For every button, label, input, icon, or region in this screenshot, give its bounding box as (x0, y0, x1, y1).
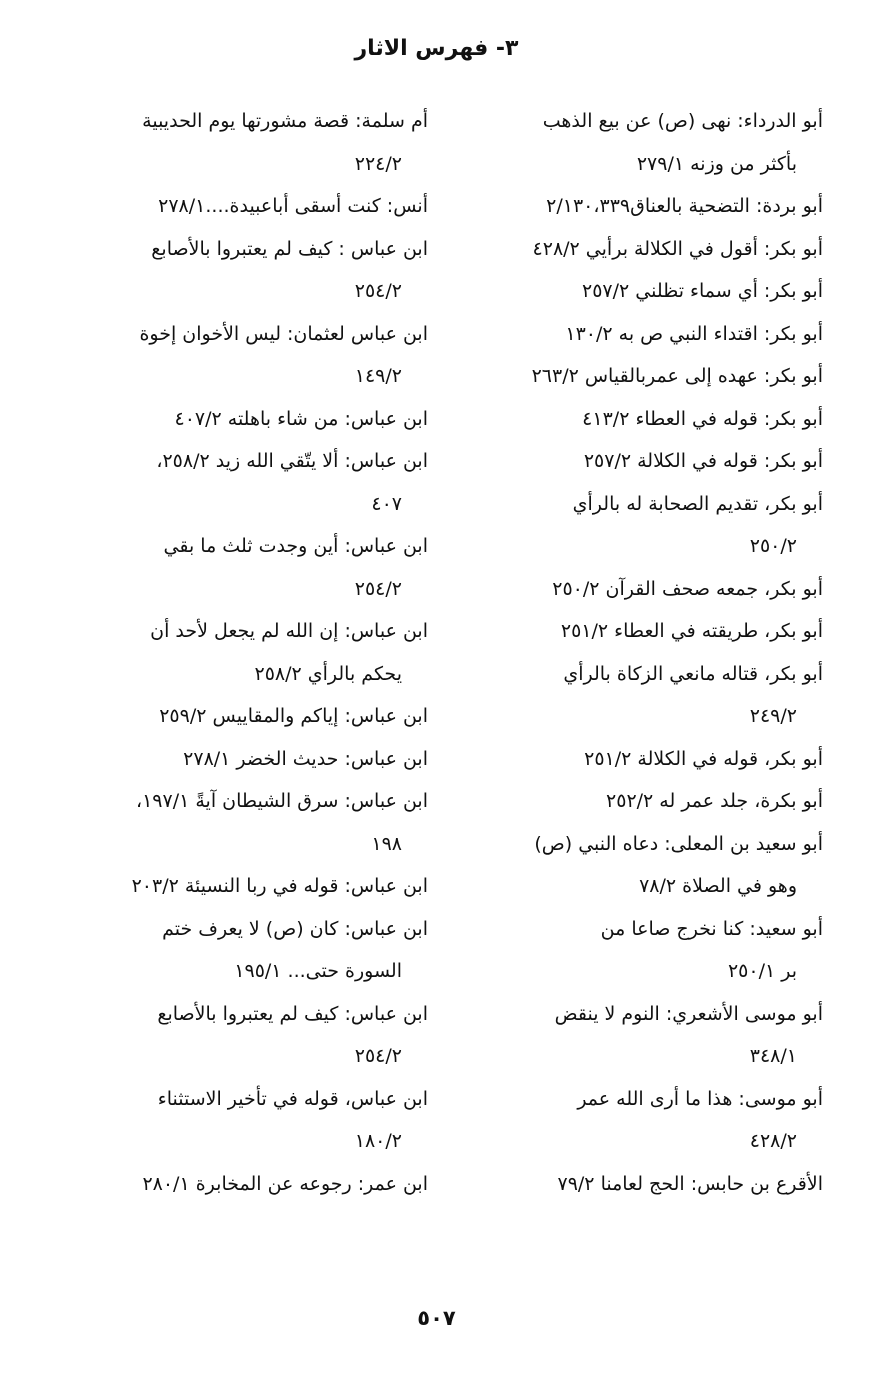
index-entry (98, 398, 428, 441)
index-entry-text: ابن عباس: ألا يتّقي الله زيد ٢٥٨/٢، (156, 450, 428, 472)
index-entry (98, 1163, 428, 1206)
index-entry-text: أبو الدرداء: نهى (ص) عن بيع الذهب (542, 110, 823, 132)
index-entry-continuation: يحكم بالرأي ٢٥٨/٢ (254, 662, 402, 685)
index-entry (493, 653, 823, 738)
index-entry (98, 908, 428, 993)
index-entry (98, 695, 428, 738)
index-entry (493, 483, 823, 568)
index-entry-text: أبو بردة: التضحية بالعناق٢/١٣٠،٣٣٩ (546, 195, 823, 217)
index-entry (493, 738, 823, 781)
index-entry-text: أبو بكر: قوله في الكلالة ٢٥٧/٢ (583, 450, 823, 472)
index-entry-continuation: السورة حتى... ١٩٥/١ (234, 960, 402, 982)
index-entry-text: أبو موسى الأشعري: النوم لا ينقض (554, 1002, 823, 1025)
index-entry-text: ابن عباس: إن الله لم يجعل لأحد أن (150, 620, 428, 642)
index-entry (98, 780, 428, 865)
index-column-left (98, 100, 428, 1205)
index-entry-text: ابن عمر: رجوعه عن المخابرة ٢٨٠/١ (142, 1172, 428, 1195)
index-entry (493, 228, 823, 271)
index-entry (98, 100, 428, 185)
index-entry-continuation: بأكثر من وزنه ٢٧٩/١ (636, 152, 797, 175)
index-entry-text: ابن عباس: كيف لم يعتبروا بالأصابع (157, 1002, 428, 1025)
index-entry-text: أبو سعيد: كنا نخرج صاعا من (600, 917, 823, 940)
index-entry-text: ابن عباس: أين وجدت ثلث ما بقي (163, 535, 428, 557)
index-entry-text: ابن عباس: حديث الخضر ٢٧٨/١ (183, 747, 428, 770)
index-entry-text: أبو بكر، تقديم الصحابة له بالرأي (572, 492, 823, 515)
index-entry (493, 993, 823, 1078)
index-entry-text: أنس: كنت أسقى أباعبيدة....٢٧٨/١ (158, 195, 428, 217)
index-entry-text: أبو بكر: قوله في العطاء ٤١٣/٢ (582, 407, 823, 430)
index-entry (493, 313, 823, 356)
index-entry (98, 440, 428, 525)
index-entry-text: الأقرع بن حابس: الحج لعامنا ٧٩/٢ (557, 1172, 823, 1195)
index-entry-continuation: بر ٢٥٠/١ (727, 960, 797, 982)
index-entry-text: ابن عباس: كان (ص) لا يعرف ختم (162, 917, 428, 940)
index-entry (493, 440, 823, 483)
index-entry-continuation: ٢٥٤/٢ (354, 280, 402, 302)
index-entry (493, 610, 823, 653)
index-entry (98, 228, 428, 313)
index-entry-text: أبو سعيد بن المعلى: دعاه النبي (ص) (534, 832, 823, 855)
index-entry-text: ابن عباس: سرق الشيطان آيةً ١٩٧/١، (135, 790, 428, 812)
index-entry (493, 355, 823, 398)
index-entry-continuation: ٢٥٠/٢ (749, 535, 797, 557)
index-entry-continuation: ٤٢٨/٢ (749, 1130, 797, 1152)
index-entry (493, 1078, 823, 1163)
index-entry (493, 185, 823, 228)
index-entry-continuation: ٢٢٤/٢ (354, 152, 402, 175)
index-entry (493, 1163, 823, 1206)
index-entry-text: أبو بكر، قوله في الكلالة ٢٥١/٢ (584, 747, 823, 770)
index-entry-text: أبو موسى: هذا ما أرى الله عمر (577, 1087, 823, 1110)
index-entry-text: أبو بكرة، جلد عمر له ٢٥٢/٢ (606, 790, 823, 812)
index-entry-continuation: وهو في الصلاة ٧٨/٢ (639, 875, 797, 897)
index-entry-text: أبو بكر: عهده إلى عمربالقياس ٢٦٣/٢ (531, 365, 823, 387)
index-entry (98, 738, 428, 781)
index-entry-continuation: ١٨٠/٢ (354, 1130, 402, 1152)
index-entry-continuation: ٢٥٤/٢ (354, 1045, 402, 1067)
index-entry (493, 780, 823, 823)
index-entry-text: ابن عباس : كيف لم يعتبروا بالأصابع (151, 237, 428, 260)
index-entry-continuation: ١٩٨ (371, 832, 402, 855)
index-entry (493, 568, 823, 611)
index-entry-text: ابن عباس: قوله في ربا النسيئة ٢٠٣/٢ (131, 875, 428, 897)
index-entry-text: أبو بكر، طريقته في العطاء ٢٥١/٢ (560, 620, 823, 642)
index-entry-text: أم سلمة: قصة مشورتها يوم الحديبية (142, 110, 428, 132)
index-entry-continuation: ٢٤٩/٢ (749, 705, 797, 727)
index-entry-continuation: ٢٥٤/٢ (354, 577, 402, 600)
index-entry (98, 1078, 428, 1163)
index-entry-text: أبو بكر: اقتداء النبي ص به ١٣٠/٢ (565, 322, 823, 345)
index-column-right (493, 100, 823, 1205)
index-entry (493, 270, 823, 313)
index-entry (98, 313, 428, 398)
index-entry (98, 525, 428, 610)
index-entry-text: أبو بكر: أقول في الكلالة برأيي ٤٢٨/٢ (532, 237, 823, 260)
index-entry-text: أبو بكر، جمعه صحف القرآن ٢٥٠/٢ (552, 577, 823, 600)
index-entry (493, 908, 823, 993)
index-entry (98, 185, 428, 228)
index-entry-text: ابن عباس: من شاء باهلته ٤٠٧/٢ (174, 407, 428, 430)
index-entry (98, 610, 428, 695)
section-heading: ٣- فهرس الاثار (354, 36, 519, 61)
index-entry (98, 993, 428, 1078)
index-entry-text: ابن عباس: إياكم والمقاييس ٢٥٩/٢ (159, 705, 428, 727)
index-entry (493, 823, 823, 908)
index-entry (98, 865, 428, 908)
index-entry (493, 100, 823, 185)
index-entry (493, 398, 823, 441)
index-entry-text: ابن عباس، قوله في تأخير الاستثناء (157, 1087, 428, 1110)
page-number: ٥٠٧ (417, 1306, 456, 1330)
index-entry-text: ابن عباس لعثمان: ليس الأخوان إخوة (139, 322, 428, 345)
index-entry-text: أبو بكر، قتاله مانعي الزكاة بالرأي (563, 662, 823, 685)
index-entry-continuation: ٣٤٨/١ (749, 1045, 797, 1067)
index-entry-continuation: ١٤٩/٢ (354, 365, 402, 387)
index-entry-continuation: ٤٠٧ (371, 492, 402, 515)
index-entry-text: أبو بكر: أي سماء تظلني ٢٥٧/٢ (582, 280, 823, 302)
